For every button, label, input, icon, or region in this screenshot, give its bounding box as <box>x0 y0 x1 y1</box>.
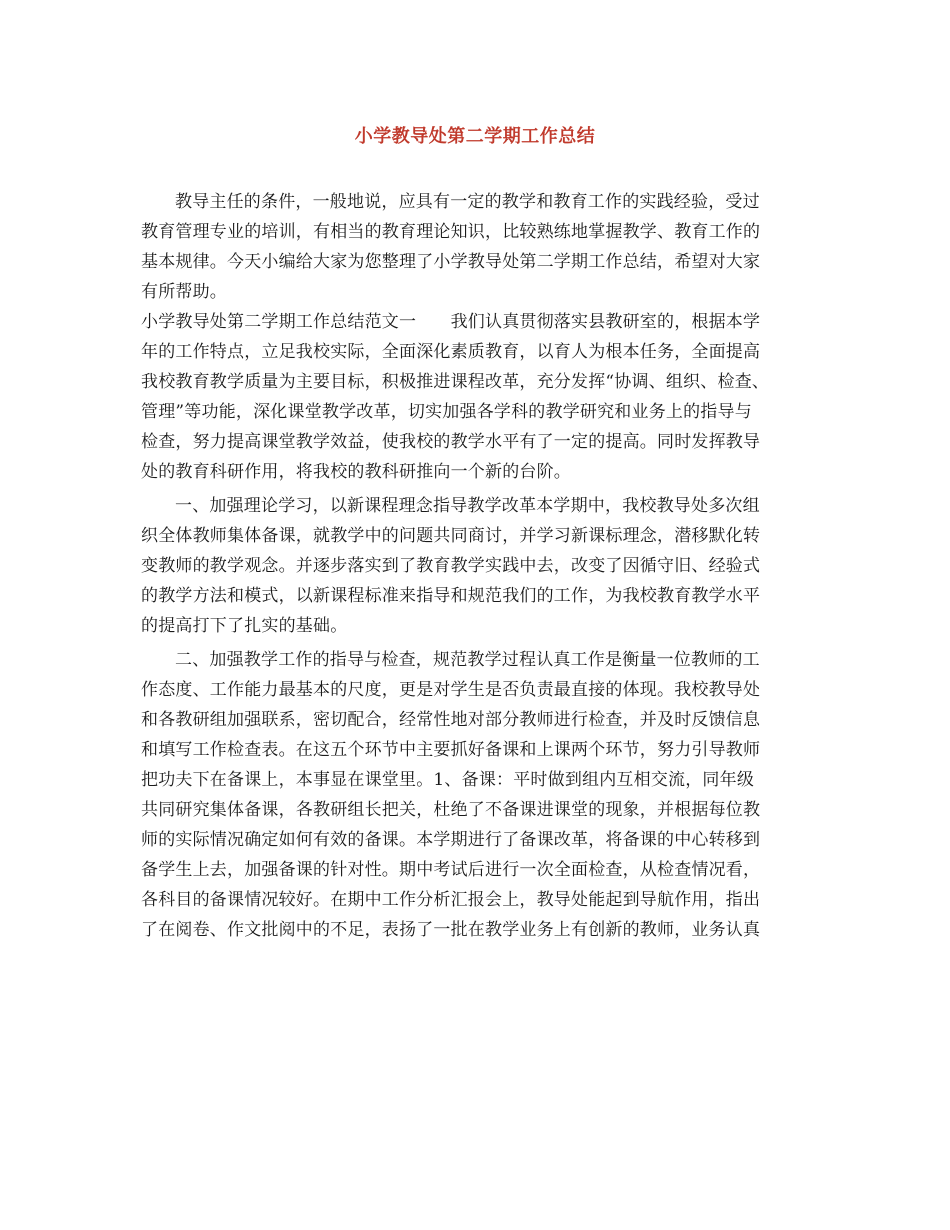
paragraph-line: 基本规律。今天小编给大家为您整理了小学教导处第二学期工作总结，希望对大家 <box>141 252 761 272</box>
paragraph-line: 处的教育科研作用，将我校的教科研推向一个新的台阶。 <box>141 462 571 482</box>
paragraph-line: 了在阅卷、作文批阅中的不足，表扬了一批在教学业务上有创新的教师，业务认真 <box>141 920 761 940</box>
paragraph-line: 把功夫下在备课上，本事显在课堂里。1、备课：平时做到组内互相交流，同年级 <box>141 770 755 790</box>
paragraph-line: 教育管理专业的培训，有相当的教育理论知识，比较熟练地掌握教学、教育工作的 <box>141 222 761 242</box>
paragraph-line: 织全体教师集体备课，就教学中的问题共同商讨，并学习新课标理念，潜移默化转 <box>141 526 761 546</box>
paragraph-line: 共同研究集体备课，各教研组长把关，杜绝了不备课进课堂的现象，并根据每位教 <box>141 800 761 820</box>
paragraph-line: 师的实际情况确定如何有效的备课。本学期进行了备课改革，将备课的中心转移到 <box>141 830 761 850</box>
paragraph-line: 变教师的教学观念。并逐步落实到了教育教学实践中去，改变了因循守旧、经验式 <box>141 556 761 576</box>
paragraph-line: 一、加强理论学习，以新课程理念指导教学改革本学期中，我校教导处多次组 <box>175 496 760 516</box>
document-body <box>141 187 821 945</box>
paragraph-line: 各科目的备课情况较好。在期中工作分析汇报会上，教导处能起到导航作用，指出 <box>141 890 761 910</box>
paragraph-line: 年的工作特点，立足我校实际，全面深化素质教育，以育人为根本任务，全面提高 <box>141 342 761 362</box>
paragraph-line: 备学生上去，加强备课的针对性。期中考试后进行一次全面检查，从检查情况看， <box>141 860 761 880</box>
paragraph-line: 的教学方法和模式，以新课程标准来指导和规范我们的工作，为我校教育教学水平 <box>141 586 761 606</box>
document-title: 小学教导处第二学期工作总结 <box>354 126 596 147</box>
paragraph-line: 教导主任的条件，一般地说，应具有一定的教学和教育工作的实践经验，受过 <box>175 192 760 212</box>
paragraph-line: 和填写工作检查表。在这五个环节中主要抓好备课和上课两个环节，努力引导教师 <box>141 740 761 760</box>
paragraph-line: 有所帮助。 <box>141 282 227 302</box>
paragraph-line: 作态度、工作能力最基本的尺度，更是对学生是否负责最直接的体现。我校教导处 <box>141 680 761 700</box>
paragraph-line: 的提高打下了扎实的基础。 <box>141 616 348 636</box>
paragraph-line: 我校教育教学质量为主要目标，积极推进课程改革，充分发挥“协调、组织、检查、 <box>141 372 770 392</box>
paragraph-line: 检查，努力提高课堂教学效益，使我校的教学水平有了一定的提高。同时发挥教导 <box>141 432 761 452</box>
paragraph-line: 管理”等功能，深化课堂教学改革，切实加强各学科的教学研究和业务上的指导与 <box>141 402 752 422</box>
paragraph-line: 和各教研组加强联系，密切配合，经常性地对部分教师进行检查，并及时反馈信息 <box>141 710 761 730</box>
paragraph-line: 二、加强教学工作的指导与检查，规范教学过程认真工作是衡量一位教师的工 <box>175 650 760 670</box>
paragraph-line: 小学教导处第二学期工作总结范文一 我们认真贯彻落实县教研室的，根据本学 <box>141 312 761 332</box>
